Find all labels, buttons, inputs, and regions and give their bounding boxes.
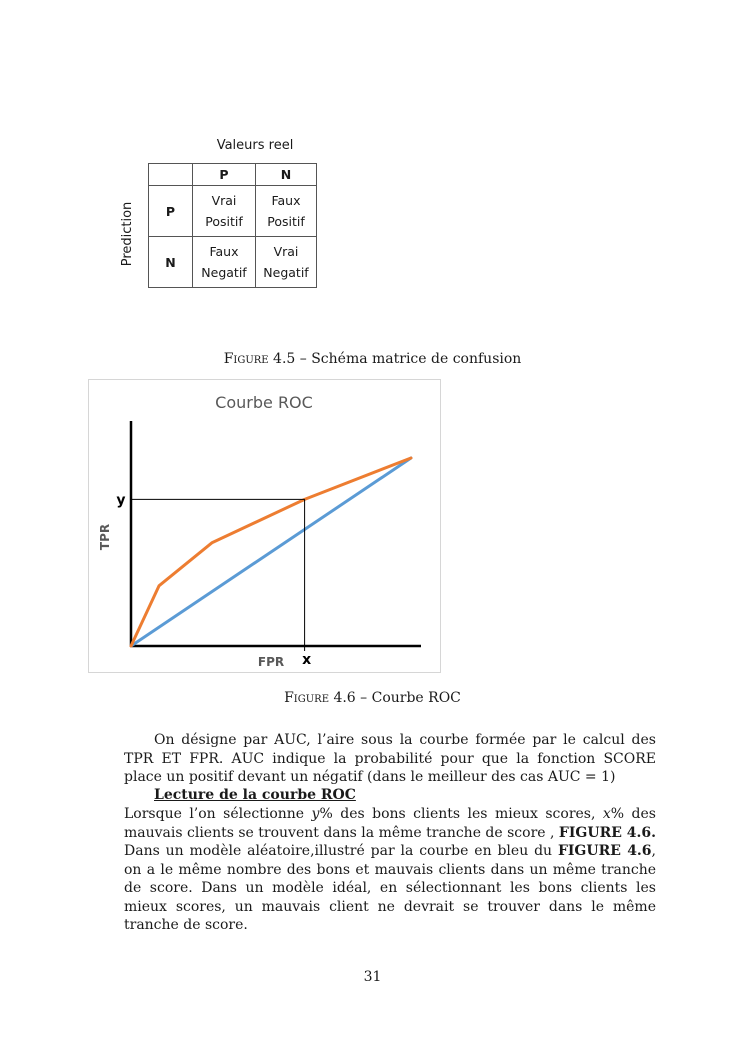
matrix-cell [256, 237, 317, 288]
paragraph-roc-reading [124, 805, 656, 935]
math-var-y: y [311, 806, 320, 822]
matrix-row [149, 237, 317, 288]
text-run: % des mauvais clients se trouvent dans la même tranche de score , [124, 806, 656, 841]
figure-4-6-caption-text: – Courbe ROC [355, 690, 461, 706]
matrix-cell-line: Faux [209, 244, 239, 259]
matrix-col-header: P [193, 164, 256, 186]
matrix-row [149, 186, 317, 237]
confusion-matrix [148, 163, 317, 288]
roc-chart [88, 379, 441, 673]
matrix-cell-line: Positif [267, 214, 305, 229]
figure-reference: FIGURE 4.6. [558, 824, 656, 841]
matrix-corner-cell [149, 164, 193, 186]
matrix-cell [193, 237, 256, 288]
paragraph-auc: On désigne par AUC, l’aire sous la courbe formée par le calcul des TPR ET FPR. AUC indique la probabilité pour que la fonction SCORE place un positif devant un négatif (dans le meilleur des cas AUC = 1) [124, 732, 656, 785]
matrix-cell-line: Negatif [263, 265, 309, 280]
matrix-cell-line: Negatif [201, 265, 247, 280]
chart-title: Courbe ROC [215, 393, 313, 412]
matrix-cell [193, 186, 256, 237]
matrix-cell [256, 186, 317, 237]
chart-annotation-group [116, 492, 311, 668]
matrix-header-row [149, 164, 317, 186]
chart-series-group [131, 458, 411, 646]
math-var-x: x [602, 806, 611, 822]
figure-4-5-caption-text: – Schéma matrice de confusion [295, 351, 522, 367]
matrix-cell-line: Positif [205, 214, 243, 229]
text-run: , on a le même nombre des bons et mauvais clients dans un même tranche de score. Dans un modèle idéal, en sélectionnant les bons clients les mieux scores, un mauvais client ne devrait se trouver dans le même tranche de score. [124, 843, 656, 933]
matrix-row-axis-label: Prediction [120, 201, 135, 267]
y-axis-label: TPR [98, 523, 112, 551]
annotation-label-y: y [116, 492, 126, 509]
text-run: % des bons clients les mieux scores, [319, 806, 603, 822]
subheading-roc-reading: Lecture de la courbe ROC [154, 787, 356, 803]
matrix-col-header: N [256, 164, 317, 186]
text-run: Lorsque l’on sélectionne [124, 806, 312, 822]
matrix-row-header: P [149, 186, 193, 237]
figure-4-5-label: Figure 4.5 [223, 351, 296, 367]
matrix-row-header: N [149, 237, 193, 288]
figure-4-6-label: Figure 4.6 [284, 690, 356, 706]
figure-4-5-caption [0, 351, 745, 367]
page-number: 31 [363, 969, 382, 985]
matrix-header: Valeurs reel [216, 138, 294, 153]
text-run: Dans un modèle aléatoire,illustré par la courbe en bleu du [124, 843, 558, 859]
matrix-cell-line: Faux [271, 193, 301, 208]
figure-reference: FIGURE 4.6 [557, 843, 652, 859]
matrix-cell-line: Vrai [211, 193, 237, 208]
matrix-cell-line: Vrai [273, 244, 299, 259]
x-axis-label: FPR [257, 655, 285, 669]
figure-4-6-caption [0, 690, 745, 706]
annotation-label-x: x [302, 652, 312, 668]
roc-series-line [131, 458, 411, 646]
